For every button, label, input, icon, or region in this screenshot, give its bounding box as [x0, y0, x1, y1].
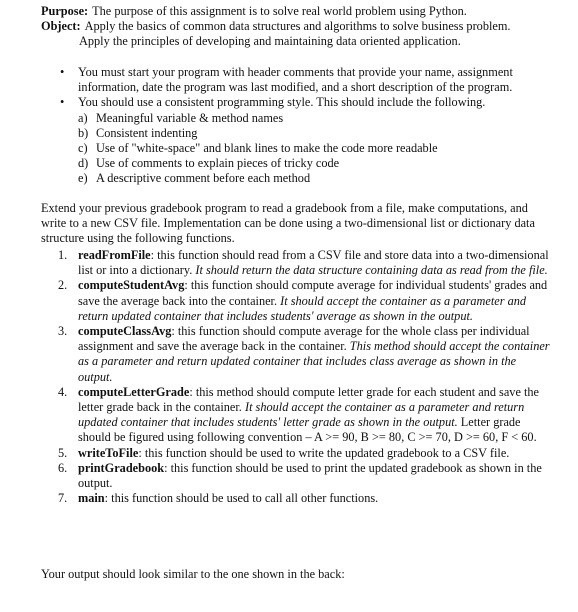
style-subitem: [78, 126, 561, 141]
function-name: writeToFile: [78, 445, 139, 460]
subitem-text: Meaningful variable & method names: [96, 110, 284, 125]
style-subitem: [78, 171, 561, 186]
requirement-text: You must start your program with header comments that provide your name, assignment information, date the program was last modified, and a short description of the program.: [78, 65, 513, 95]
style-subitem: [78, 156, 561, 171]
function-return-note: It should accept the container as a parameter and return updated container that includes students' letter grade as shown in the output.: [78, 400, 525, 430]
function-item: [41, 491, 553, 506]
object-text-continued: Apply the principles of developing and maintaining data oriented application.: [79, 34, 461, 49]
subitem-text: Consistent indenting: [96, 125, 198, 140]
function-number: 2.: [58, 278, 68, 293]
requirement-item: [41, 65, 561, 95]
function-description: : this function should compute average for the whole class per individual assignment and save the average back in the container.: [78, 324, 530, 354]
function-return-note: This method should accept the container as a parameter and return updated container that includes class average as shown in the output.: [78, 339, 550, 384]
function-number: 1.: [58, 248, 68, 262]
requirement-text: You should use a consistent programming style. This should include the following.: [78, 95, 486, 110]
bullet-icon: •: [60, 95, 65, 110]
function-name: readFromFile: [78, 248, 151, 262]
function-item: [41, 278, 553, 324]
object-label: Object:: [41, 19, 81, 34]
subitem-marker: b): [78, 125, 89, 140]
function-return-note: It should return the data structure containing data as read from the file.: [195, 263, 548, 278]
purpose-text: The purpose of this assignment is to solve real world problem using Python.: [92, 4, 467, 18]
function-number: 3.: [58, 324, 68, 339]
function-description: : this function should compute average for individual students' grades and save the average back into the container.: [78, 278, 548, 308]
closing-text: Your output should look similar to the one shown in the back:: [41, 567, 345, 581]
requirements-section: [41, 65, 561, 187]
requirement-item: [41, 95, 561, 186]
function-name: main: [78, 491, 105, 506]
function-description: : this function should be used to write the updated gradebook to a CSV file.: [138, 445, 510, 460]
function-description: : this method should compute letter grade for each student and save the letter grade back in the container.: [78, 384, 540, 415]
function-name: computeLetterGrade: [78, 384, 190, 399]
subitem-marker: c): [78, 141, 88, 156]
purpose-label: Purpose:: [41, 4, 89, 18]
subitem-marker: d): [78, 156, 89, 171]
function-extra: Letter grade should be figured using following convention – A >= 90, B >= 80, C >= 70, D >= 60, F < 60.: [78, 415, 537, 445]
function-item: [41, 461, 553, 491]
object-text: Apply the basics of common data structures and algorithms to solve business problem.: [84, 19, 511, 34]
function-item: [41, 324, 553, 385]
style-subitem: [78, 111, 561, 126]
purpose-line: [41, 4, 561, 19]
function-name: printGradebook: [78, 460, 165, 475]
intro-section: [41, 201, 553, 247]
functions-section: [41, 248, 553, 506]
function-description: : this function should read from a CSV file and store data into a two-dimensional list or into a dictionary.: [78, 248, 549, 278]
function-number: 6.: [58, 460, 68, 475]
subitem-marker: e): [78, 171, 88, 186]
subitem-text: Use of "white-space" and blank lines to make the code more readable: [96, 141, 438, 156]
style-sublist: [78, 111, 561, 187]
function-item: [41, 385, 553, 446]
bullet-icon: •: [60, 65, 65, 79]
function-number: 4.: [58, 384, 68, 399]
function-description: : this function should be used to print the updated gradebook as shown in the output.: [78, 460, 542, 491]
subitem-text: A descriptive comment before each method: [96, 171, 311, 186]
function-description: : this function should be used to call all other functions.: [104, 491, 379, 506]
function-number: 7.: [58, 491, 68, 506]
functions-list: [41, 248, 553, 506]
subitem-text: Use of comments to explain pieces of tricky code: [96, 156, 340, 171]
function-name: computeStudentAvg: [78, 278, 185, 293]
object-line: [41, 19, 561, 34]
function-return-note: It should accept the container as a parameter and return updated container that includes students' average as shown in the output.: [78, 293, 527, 323]
header-section: [41, 4, 561, 50]
function-name: computeClassAvg: [78, 324, 172, 339]
closing-section: [41, 567, 561, 582]
intro-paragraph: Extend your previous gradebook program to read a gradebook from a file, make computations, and write to a new CSV file. Implementation can be done using a two-dimensional list or dictionary data structure using the following functions.: [41, 201, 535, 246]
style-subitem: [78, 141, 561, 156]
function-item: [41, 248, 553, 278]
requirements-list: [41, 65, 561, 187]
function-item: [41, 446, 553, 461]
subitem-marker: a): [78, 110, 88, 125]
function-number: 5.: [58, 445, 68, 460]
